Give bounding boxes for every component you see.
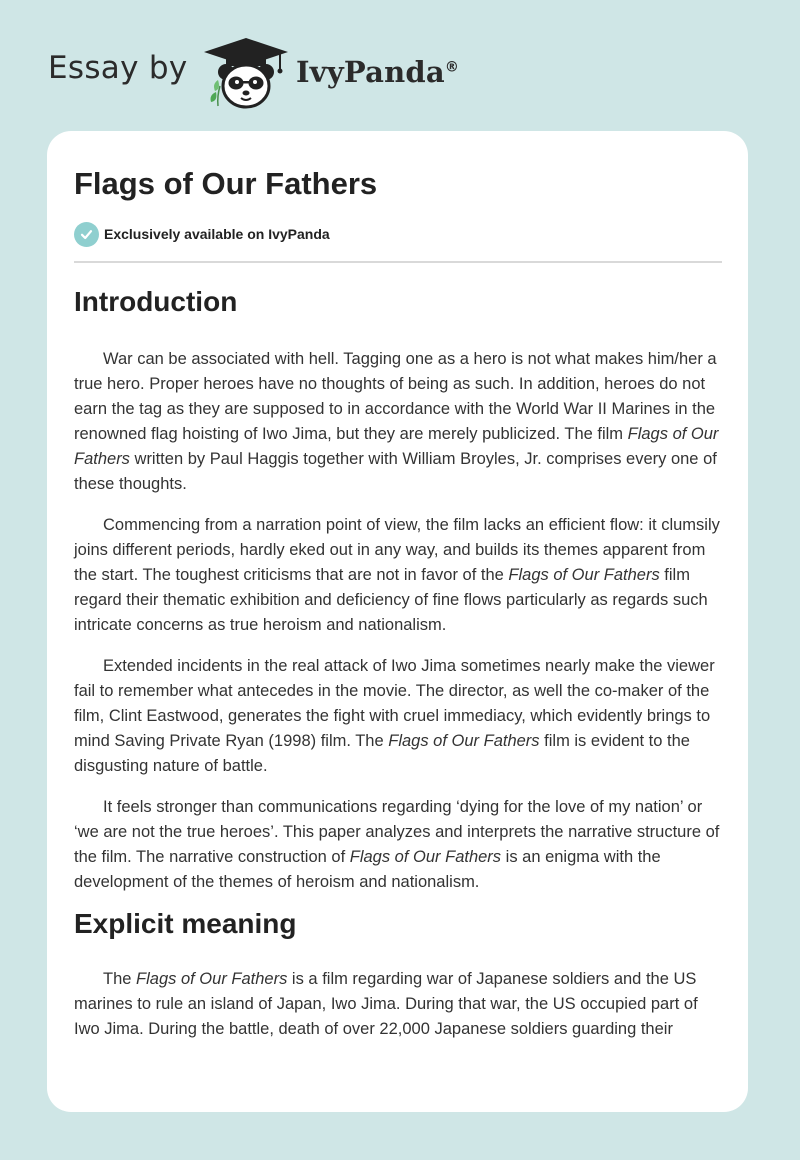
exclusive-badge-label: Exclusively available on IvyPanda — [104, 226, 330, 242]
paragraph-text: film regard their thematic exhibition and deficiency of fine flows particularly as regards such intricate concerns as true heroism and nationalism. — [74, 566, 708, 634]
paragraph-text: The — [103, 970, 137, 988]
film-title-text: Flags of Our Fathers — [349, 848, 502, 866]
film-title-text: Flags of Our Fathers — [508, 566, 660, 584]
paragraph — [74, 347, 724, 497]
brand-name-text: IvyPanda — [296, 55, 445, 89]
essay-by-label: Essay by — [48, 50, 188, 86]
site-header — [0, 0, 800, 130]
paragraph-text: Commencing from a narration point of view, the film lacks an efficient flow: it clumsily joins different periods, hardly eked out in any way, and builds its themes apparent from the start. The toughest criticisms that are not in favor of the — [74, 516, 720, 584]
paragraph — [74, 513, 724, 638]
title-divider — [74, 261, 722, 263]
paragraph — [74, 795, 724, 895]
paragraph-text: written by Paul Haggis together with William Broyles, Jr. comprises every one of these thoughts. — [74, 450, 717, 493]
brand-name — [296, 55, 459, 89]
paragraph-text: is a film regarding war of Japanese soldiers and the US marines to rule an island of Japan, Iwo Jima. During that war, the US occupied part of Iwo Jima. During the battle, death of over 22,000 Japanese soldiers guarding their — [74, 970, 698, 1038]
film-title-text: Flags of Our Fathers — [136, 970, 288, 988]
paragraph-text: Extended incidents in the real attack of Iwo Jima sometimes nearly make the viewer fail to remember what antecedes in the movie. The director, as well the co-maker of the film, Clint Eastwood, generates the fight with cruel immediacy, which evidently brings to mind Saving Private Ryan (1998) film. The — [74, 657, 715, 750]
page-title: Flags of Our Fathers — [74, 166, 378, 201]
paragraph-text: film is evident to the disgusting nature of battle. — [74, 732, 690, 775]
paragraph-text: War can be associated with hell. Tagging one as a hero is not what makes him/her a true hero. Proper heroes have no thoughts of being as such. In addition, heroes do not earn the tag as they are supposed to in accordance with the World War II Marines in the renowned flag hoisting of Iwo Jima, but they are merely publicized. The film — [74, 350, 717, 443]
check-icon — [74, 222, 99, 247]
section-heading-introduction: Introduction — [74, 286, 238, 317]
paragraph — [74, 967, 724, 1042]
section-heading-explicit-meaning: Explicit meaning — [74, 908, 297, 939]
exclusive-badge — [74, 221, 330, 247]
paragraph-text: is an enigma with the development of the themes of heroism and nationalism. — [74, 848, 661, 891]
film-title-text: Flags of Our Fathers — [388, 732, 540, 750]
essay-card — [47, 131, 748, 1112]
film-title-text: Flags of Our Fathers — [74, 425, 719, 468]
registered-mark: ® — [444, 59, 460, 76]
article-body — [74, 281, 724, 1042]
panda-logo-icon — [200, 36, 292, 110]
paragraph — [74, 654, 724, 779]
paragraph-text: It feels stronger than communications regarding ‘dying for the love of my nation’ or ‘we are not the true heroes’. This paper analyzes and interprets the narrative structure of the film. The narrative construction of — [74, 798, 720, 866]
